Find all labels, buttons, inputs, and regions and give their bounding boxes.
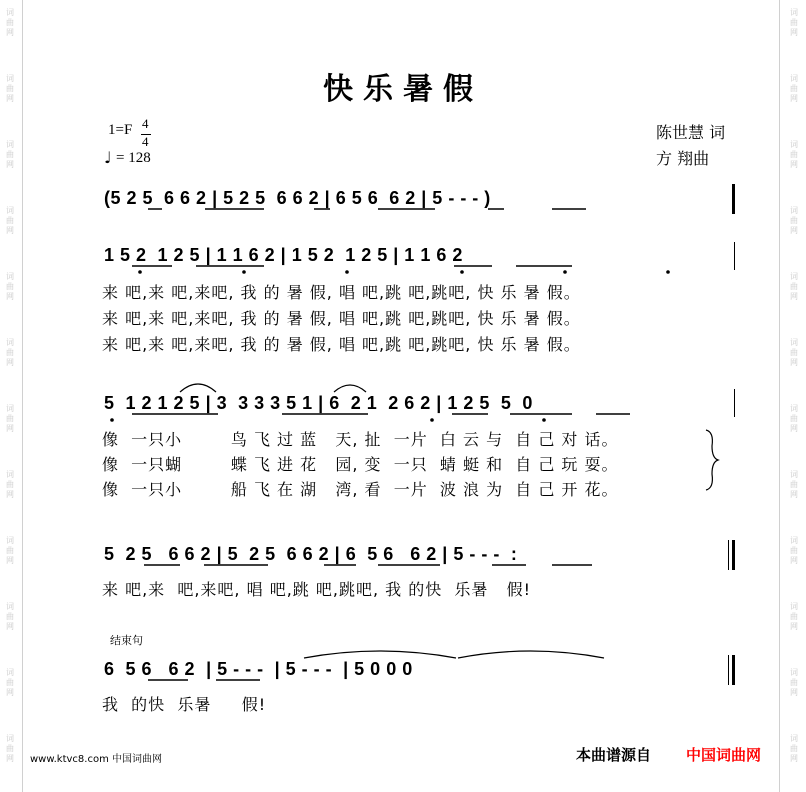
composer-credit: 方 翔曲 (656, 149, 710, 168)
song-title: 快乐暑假 (323, 72, 483, 107)
watermark-glyph-group: 词 曲 网 (6, 140, 14, 169)
footer-site[interactable]: www.ktvc8.com 中国词曲网 (30, 754, 163, 765)
left-watermark-column (2, 0, 18, 792)
watermark-glyph-group: 词 曲 网 (790, 734, 798, 763)
key-signature: 1=F (108, 122, 133, 138)
lyricist-credit: 陈世慧 词 (656, 123, 726, 142)
watermark-glyph-group: 词 曲 网 (6, 272, 14, 301)
watermark-glyph-group: 词 曲 网 (6, 536, 14, 565)
line-2-lyrics-verse-2: 来 吧,来 吧,来吧, 我 的 暑 假, 唱 吧,跳 吧,跳吧, 快 乐 暑 假。 (102, 309, 581, 328)
line-2-dots (138, 270, 670, 274)
staff-line-4-notes: 5 2 5 6 6 2 | 5 2 5 6 6 2 | 6 5 6 6 2 | 5 - - - : (104, 544, 518, 564)
watermark-glyph-group: 词 曲 网 (790, 536, 798, 565)
watermark-glyph-group: 词 曲 网 (790, 668, 798, 697)
line-4-lyrics: 来 吧,来 吧,来吧, 唱 吧,跳 吧,跳吧, 我 的快 乐暑 假! (102, 580, 532, 599)
watermark-glyph-group: 词 曲 网 (6, 404, 14, 433)
footer-source-name[interactable]: 中国词曲网 (686, 746, 762, 764)
watermark-glyph-group: 词 曲 网 (6, 470, 14, 499)
repeat-bar-thick (732, 540, 735, 570)
final-bar-thick (732, 655, 735, 685)
watermark-glyph-group: 词 曲 网 (6, 8, 14, 37)
line-2-lyrics-verse-1: 来 吧,来 吧,来吧, 我 的 暑 假, 唱 吧,跳 吧,跳吧, 快 乐 暑 假。 (102, 283, 581, 302)
watermark-glyph-group: 词 曲 网 (6, 74, 14, 103)
watermark-glyph-group: 词 曲 网 (6, 338, 14, 367)
watermark-glyph-group: 词 曲 网 (790, 470, 798, 499)
coda-lyrics: 我 的快 乐暑 假! (102, 695, 267, 714)
watermark-glyph-group: 词 曲 网 (790, 338, 798, 367)
watermark-glyph-group: 词 曲 网 (6, 668, 14, 697)
watermark-glyph-group: 词 曲 网 (790, 8, 798, 37)
footer-source-label: 本曲谱源自 (576, 746, 652, 764)
final-bar-thin (728, 655, 729, 685)
time-signature-bottom: 4 (142, 134, 149, 149)
watermark-glyph-group: 词 曲 网 (790, 272, 798, 301)
verse-brace (706, 430, 718, 490)
line-3-lyrics-verse-2: 像 一只蝴 蝶 飞 进 花 园, 变 一只 蜻 蜓 和 自 己 玩 耍。 (102, 455, 619, 474)
coda-label: 结束句 (110, 634, 143, 647)
coda-ties (304, 651, 604, 658)
left-margin-line (22, 0, 23, 792)
right-margin-line (779, 0, 780, 792)
watermark-glyph-group: 词 曲 网 (6, 602, 14, 631)
line-2-end-bar (734, 242, 735, 270)
line-3-slurs (180, 384, 366, 392)
right-watermark-column (786, 0, 802, 792)
staff-line-1-notes: (5 2 5 6 6 2 | 5 2 5 6 6 2 | 6 5 6 6 2 | 5 - - - ) (104, 188, 491, 208)
watermark-glyph-group: 词 曲 网 (6, 734, 14, 763)
line-3-lyrics-verse-1: 像 一只小 鸟 飞 过 蓝 天, 扯 一片 白 云 与 自 己 对 话。 (102, 430, 619, 449)
staff-line-3-notes: 5 1 2 1 2 5 | 3 3 3 3 5 1 | 6 2 1 2 6 2 | 1 2 5 5 0 (104, 393, 533, 413)
line-3-lyrics-verse-3: 像 一只小 船 飞 在 湖 湾, 看 一片 波 浪 为 自 己 开 花。 (102, 480, 619, 499)
repeat-bar-thin (728, 540, 729, 570)
watermark-glyph-group: 词 曲 网 (790, 404, 798, 433)
time-signature-top: 4 (142, 116, 149, 131)
watermark-glyph-group: 词 曲 网 (790, 602, 798, 631)
line-3-dots (110, 418, 546, 422)
watermark-glyph-group: 词 曲 网 (790, 206, 798, 235)
line-2-lyrics-verse-3: 来 吧,来 吧,来吧, 我 的 暑 假, 唱 吧,跳 吧,跳吧, 快 乐 暑 假。 (102, 335, 581, 354)
staff-line-2-notes: 1 5 2 1 2 5 | 1 1 6 2 | 1 5 2 1 2 5 | 1 1 6 2 (104, 245, 463, 265)
quarter-note-icon: ♩ (104, 148, 112, 167)
line-3-end-bar (734, 389, 735, 417)
watermark-glyph-group: 词 曲 网 (6, 206, 14, 235)
tempo-marking: = 128 (116, 150, 151, 166)
watermark-glyph-group: 词 曲 网 (790, 74, 798, 103)
watermark-glyph-group: 词 曲 网 (790, 140, 798, 169)
coda-notes: 6 5 6 6 2 | 5 - - - | 5 - - - | 5 0 0 0 (104, 659, 413, 679)
intro-end-bar (732, 184, 735, 214)
